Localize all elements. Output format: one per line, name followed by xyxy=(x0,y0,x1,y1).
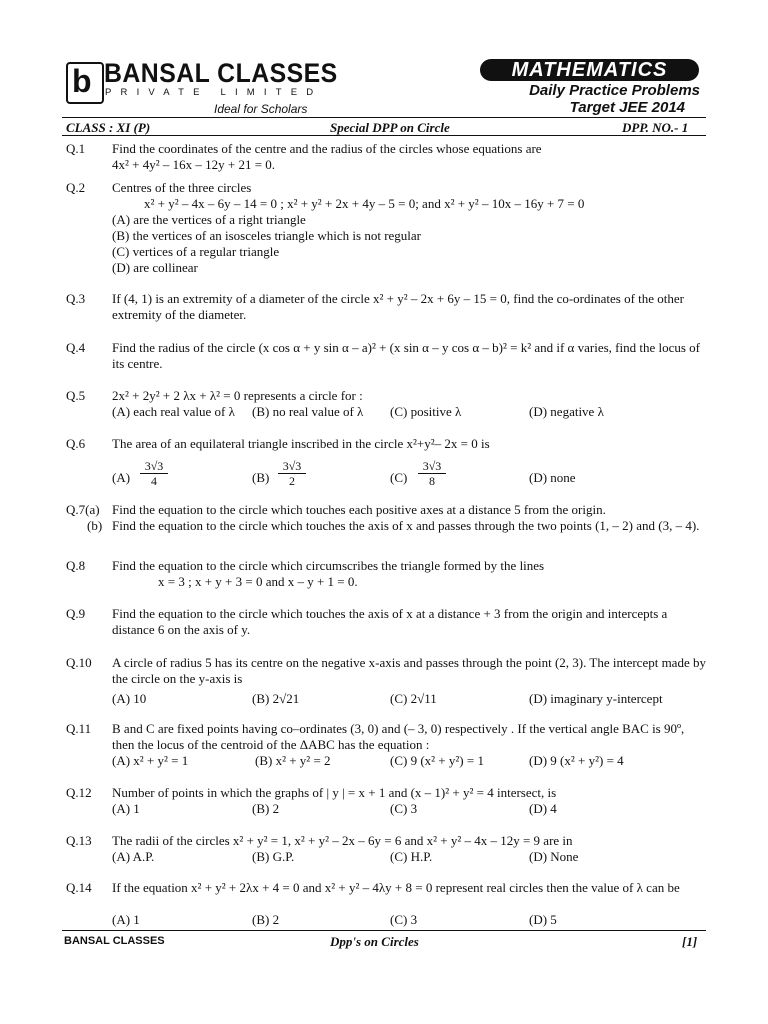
option-d: (D) are collinear xyxy=(112,260,198,275)
question-text: The radii of the circles x² + y² = 1, x² + y² – 2x – 6y = 6 and x² + y² – 4x – 12y = 9 are in xyxy=(112,833,573,848)
option-a: (A) x² + y² = 1 xyxy=(112,753,189,768)
footer-title: Dpp's on Circles xyxy=(330,934,419,949)
footer-brand: BANSAL CLASSES xyxy=(64,935,165,947)
option-c: (C) 2√11 xyxy=(390,691,437,706)
question-number: Q.10 xyxy=(66,655,92,670)
question-number: Q.11 xyxy=(66,721,92,736)
option-b-fraction: $\frac{3√3}{2}$ xyxy=(278,459,306,488)
option-b: (B) G.P. xyxy=(252,849,295,864)
question-equation: 4x² + 4y² – 16x – 12y + 21 = 0. xyxy=(112,157,276,172)
option-c: (C) 9 (x² + y²) = 1 xyxy=(390,753,484,768)
brand-name: BANSAL CLASSES xyxy=(104,58,338,88)
question-number: Q.3 xyxy=(66,291,86,306)
header-rule-bottom xyxy=(62,135,706,136)
question-number: Q.4 xyxy=(66,340,86,355)
question-text: Find the equation to the circle which circumscribes the triangle formed by the lines xyxy=(112,558,545,573)
question-number: Q.5 xyxy=(66,388,86,403)
option-d: (D) 4 xyxy=(529,801,557,816)
option-d: (D) 5 xyxy=(529,912,557,927)
option-c: (C) H.P. xyxy=(390,849,433,864)
option-c: (C) 3 xyxy=(390,801,418,816)
option-d: (D) negative λ xyxy=(529,404,604,419)
option-b: (B) x² + y² = 2 xyxy=(255,753,331,768)
option-a: (A) each real value of λ xyxy=(112,404,235,419)
question-equation: x = 3 ; x + y + 3 = 0 and x – y + 1 = 0. xyxy=(158,574,358,589)
question-text: If the equation x² + y² + 2λx + 4 = 0 and x² + y² – 4λy + 8 = 0 represent real circles then the value of λ can be xyxy=(112,880,680,895)
logo-b-icon: b xyxy=(72,63,92,99)
option-c: (C) xyxy=(390,470,408,485)
header-line1: Daily Practice Problems xyxy=(529,82,700,99)
option-d: (D) None xyxy=(529,849,579,864)
option-b: (B) 2√21 xyxy=(252,691,300,706)
header-line2: Target JEE 2014 xyxy=(569,99,685,116)
option-c: (C) 3 xyxy=(390,912,418,927)
option-c-fraction: $\frac{3√3}{8}$ xyxy=(418,459,446,488)
question-text: B and C are fixed points having co–ordinates (3, 0) and (– 3, 0) respectively . If the vertical angle BAC is 90º, then the locus of the centroid of the ΔABC has the equation : xyxy=(112,721,685,752)
option-d: (D) none xyxy=(529,470,576,485)
question-number: Q.13 xyxy=(66,833,92,848)
question-number: Q.7(a) xyxy=(66,502,100,517)
question-text: Find the equation to the circle which touches the axis of x and passes through the two points (1, – 2) and (3, – 4). xyxy=(112,518,700,533)
question-text: Centres of the three circles xyxy=(112,180,252,195)
option-a: (A) 10 xyxy=(112,691,147,706)
header-rule-top xyxy=(62,117,706,118)
question-text: Number of points in which the graphs of | y | = x + 1 and (x – 1)² + y² = 4 intersect, is xyxy=(112,785,557,800)
question-text: Find the equation to the circle which touches each positive axes at a distance 5 from the origin. xyxy=(112,502,606,517)
question-text: A circle of radius 5 has its centre on the negative x-axis and passes through the point (2, 3). The intercept made by the circle on the y-axis is xyxy=(112,655,706,686)
option-a-fraction: $\frac{3√3}{4}$ xyxy=(140,459,168,488)
option-c: (C) positive λ xyxy=(390,404,462,419)
question-number: Q.6 xyxy=(66,436,86,451)
option-a: (A) xyxy=(112,470,131,485)
question-text: Find the equation to the circle which touches the axis of x at a distance + 3 from the origin and intercepts a distance 6 on the axis of y. xyxy=(112,606,668,637)
option-b: (B) the vertices of an isosceles triangle which is not regular xyxy=(112,228,422,243)
question-text: The area of an equilateral triangle inscribed in the circle x²+y²– 2x = 0 is xyxy=(112,436,490,451)
dpp-number: DPP. NO.- 1 xyxy=(622,120,689,135)
option-b: (B) xyxy=(252,470,270,485)
brand-subtitle: PRIVATE LIMITED xyxy=(105,87,323,98)
question-text: 2x² + 2y² + 2 λx + λ² = 0 represents a circle for : xyxy=(112,388,363,403)
question-number: Q.1 xyxy=(66,141,86,156)
question-number: Q.2 xyxy=(66,180,86,195)
footer-rule xyxy=(62,930,706,931)
option-d: (D) 9 (x² + y²) = 4 xyxy=(529,753,624,768)
subject-banner: MATHEMATICS xyxy=(480,59,699,81)
question-subnumber: (b) xyxy=(87,518,103,533)
question-number: Q.8 xyxy=(66,558,86,573)
question-text: Find the coordinates of the centre and the radius of the circles whose equations are xyxy=(112,141,542,156)
page-number: [1] xyxy=(682,934,698,949)
option-a: (A) 1 xyxy=(112,912,140,927)
class-label: CLASS : XI (P) xyxy=(66,120,151,135)
brand-tagline: Ideal for Scholars xyxy=(214,102,308,116)
question-text: Find the radius of the circle (x cos α + y sin α – a)² + (x sin α – y cos α – b)² = k² and if α varies, find the locus of its centre. xyxy=(112,340,700,371)
question-number: Q.12 xyxy=(66,785,92,800)
option-b: (B) 2 xyxy=(252,912,280,927)
option-a: (A) 1 xyxy=(112,801,140,816)
option-a: (A) are the vertices of a right triangle xyxy=(112,212,306,227)
question-text: If (4, 1) is an extremity of a diameter of the circle x² + y² – 2x + 6y – 15 = 0, find the co-ordinates of the other extremity of the diameter. xyxy=(112,291,685,322)
option-b: (B) no real value of λ xyxy=(252,404,364,419)
option-b: (B) 2 xyxy=(252,801,280,816)
question-equation: x² + y² – 4x – 6y – 14 = 0 ; x² + y² + 2x + 4y – 5 = 0; and x² + y² – 10x – 16y + 7 = 0 xyxy=(144,196,585,211)
option-d: (D) imaginary y-intercept xyxy=(529,691,663,706)
page-title: Special DPP on Circle xyxy=(330,120,450,135)
option-c: (C) vertices of a regular triangle xyxy=(112,244,280,259)
question-number: Q.9 xyxy=(66,606,86,621)
question-number: Q.14 xyxy=(66,880,92,895)
option-a: (A) A.P. xyxy=(112,849,155,864)
